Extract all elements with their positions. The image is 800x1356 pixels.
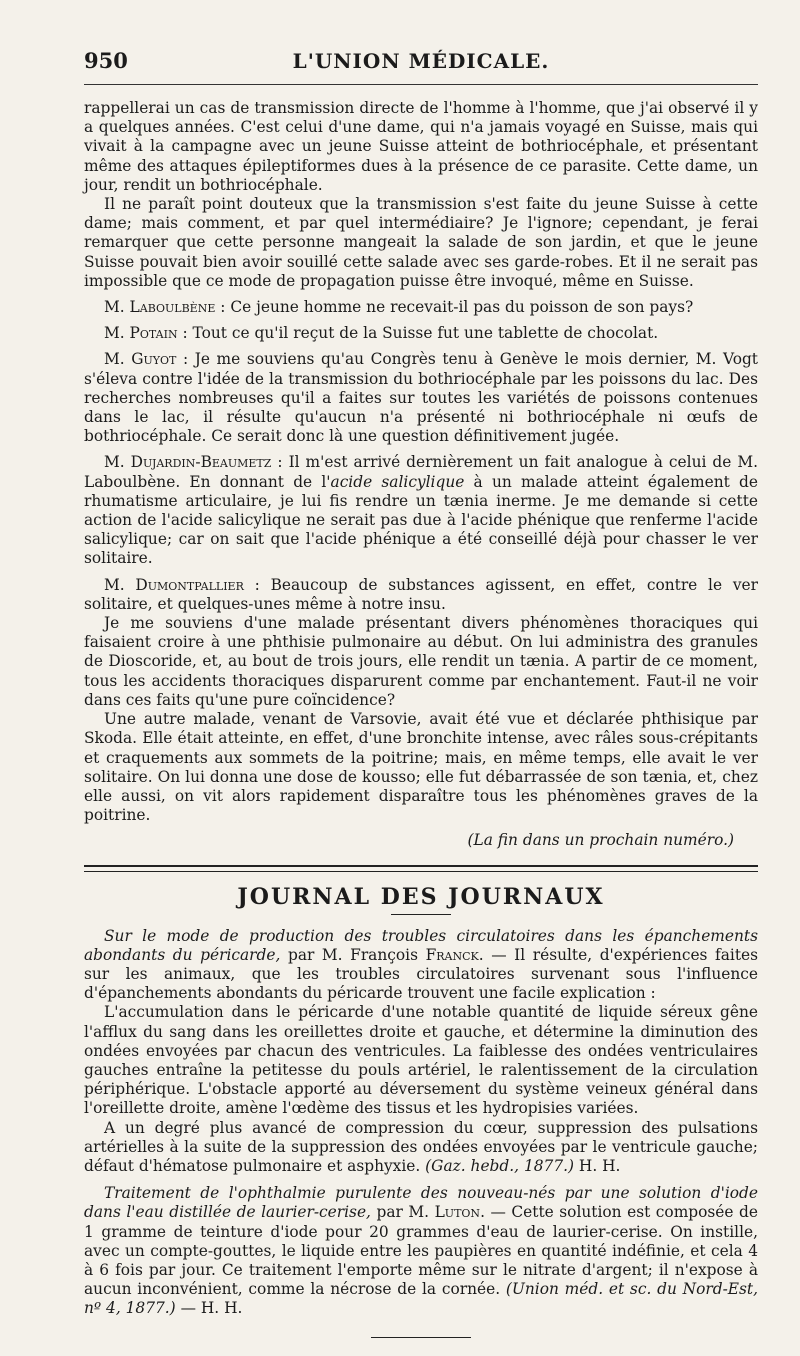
author-initials: H. H. <box>574 1156 621 1175</box>
end-rule <box>371 1337 471 1338</box>
remark-italic: acide salicylique <box>330 472 465 491</box>
page-number: 950 <box>84 48 128 73</box>
continuation-note: (La fin dans un prochain numéro.) <box>467 831 734 850</box>
remark-text: : Ce jeune homme ne recevait-il pas du poisson de son pays? <box>215 298 694 317</box>
paragraph-text: A un degré plus avancé de compression du cœur, suppression des pulsations artérielles à la suite de la suppression des ondées envoyées par le ventricule gauche; défaut d'hématose pulmonaire et asphyxie. <box>84 1118 758 1175</box>
article-abstract <box>84 927 758 1004</box>
remark-text: à un malade atteint également de rhumatisme articulaire, je lui fis rendre un tænia inerme. Je me demande si cette action de l'acide salicylique ne serait pas due à l'acide phénique que renferme l'acide salicylique; car on sait que l'acide phénique a été conseillé déjà pour chasser le ver solitaire. <box>84 472 758 568</box>
article-byline: par M. François <box>280 945 426 964</box>
remark-text: : Je me souviens qu'au Congrès tenu à Genève le mois dernier, M. Vogt s'éleva contre l'idée de la transmission du bothriocéphale par les poissons du lac. Des recherches nombreuses qu'il a faites sur toutes les variétés de poissons contenues dans le lac, il résulte qu'aucun n'a présenté ni bothriocéphale ni œufs de bothriocéphale. Ce serait donc là une question définitivement jugée. <box>84 350 758 446</box>
article-abstract <box>84 1184 758 1318</box>
article-text: . — Il résulte, d'expériences faites sur les animaux, que les troubles circulatoires survenant sous l'influence d'épanchements abondants du péricarde trouvent une facile explication : <box>84 945 759 1003</box>
paragraph: L'accumulation dans le péricarde d'une notable quantité de liquide séreux gêne l'afflux du sang dans les oreillettes droite et gauche, et détermine la diminution des ondées envoyées par chacun des ventricules. La faiblesse des ondées ventriculaires gauches entraîne la petitesse du pouls artériel, le ralentissement de la circulation périphérique. L'obstacle apporté au déversement du système veineux général dans l'oreillette droite, amène l'œdème des tissus et les hydropisies variées. <box>84 1003 758 1118</box>
speaker-name: M. Dujardin-Beaumetz <box>104 453 272 472</box>
speaker-name: M. Guyot <box>104 350 177 369</box>
paragraph: Il ne paraît point douteux que la transmission s'est faite du jeune Suisse à cette dame; mais comment, et par quel intermédiaire? Je l'ignore; cependant, je ferai remarquer que cette personne mangeait la salade de son jardin, et que le jeune Suisse pouvait bien avoir souillé cette salade avec ses garde-robes. Et il ne serait pas impossible que ce mode de propagation puisse être invoqué, même en Suisse. <box>84 195 758 290</box>
speaker-remark <box>84 453 758 568</box>
article-title: Traitement de l'ophthalmie purulente des nouveau-nés par une solution d'iode dans l'eau distillée de laurier-cerise, <box>84 1184 758 1222</box>
speaker-remark <box>84 350 758 446</box>
speaker-name: M. Laboulbène <box>104 298 216 317</box>
speaker-name: M. Dumontpallier <box>104 575 244 594</box>
journal-section <box>84 927 758 1319</box>
title-underline <box>391 914 451 915</box>
article-byline: par M. <box>370 1203 435 1222</box>
remark-text: : Il m'est arrivé dernièrement un fait analogue à celui de M. Laboulbène. En donnant de l' <box>84 453 758 491</box>
paragraph: Je me souviens d'une malade présentant divers phénomènes thoraciques qui faisaient croire à une phthisie pulmonaire au début. On lui administra des granules de Dioscoride, et, au bout de trois jours, elle rendit un tænia. A partir de ce moment, tous les accidents thoraciques disparurent comme par enchantement. Faut-il ne voir dans ces faits qu'une pure coïncidence? <box>84 614 758 709</box>
author-initials: — H. H. <box>175 1299 243 1318</box>
source-citation: (Union méd. et sc. du Nord-Est, nº 4, 1877.) <box>84 1280 758 1318</box>
article-title: Sur le mode de production des troubles circulatoires dans les épanchements abondants du péricarde, <box>84 926 758 964</box>
source-citation: (Gaz. hebd., 1877.) <box>420 1156 575 1175</box>
running-title: L'UNION MÉDICALE. <box>292 49 550 73</box>
paragraph: rappellerai un cas de transmission directe de l'homme à l'homme, que j'ai observé il y a quelques années. C'est celui d'une dame, qui n'a jamais voyagé en Suisse, mais qui vivait à la campagne avec un jeune Suisse atteint de bothriocéphale, et présentant même des attaques épileptiformes dues à la présence de ce parasite. Cette dame, un jour, rendit un bothriocéphale. <box>84 99 758 194</box>
section-divider <box>84 865 758 872</box>
speaker-remark <box>84 324 758 343</box>
speaker-remark <box>84 576 758 614</box>
remark-text: : Tout ce qu'il reçut de la Suisse fut une tablette de chocolat. <box>177 324 659 343</box>
article-author: Luton <box>434 1203 481 1222</box>
discussion-section <box>84 99 758 851</box>
speaker-remark <box>84 298 758 317</box>
article-text: . — Cette solution est composée de 1 gramme de teinture d'iode pour 20 grammes d'eau de laurier-cerise. On instille, avec un compte-gouttes, le liquide entre les paupières en quantité indéfinie, et cela 4 à 6 fois par jour. Ce traitement l'emporte même sur le nitrate d'argent; il n'expose à aucun inconvénient, comme la nécrose de la cornée. <box>84 1203 759 1299</box>
page-header <box>84 48 758 85</box>
paragraph: Une autre malade, venant de Varsovie, avait été vue et déclarée phthisique par Skoda. Elle était atteinte, en effet, d'une bronchite intense, avec râles sous-crépitants et craquements aux sommets de la poitrine; mais, en même temps, elle avait le ver solitaire. On lui donna une dose de kousso; elle fut débarrassée de son tænia, et, chez elle aussi, on vit alors rapidement disparaître tous les phénomènes graves de la poitrine. <box>84 710 758 825</box>
article-author: Franck <box>425 945 479 964</box>
speaker-name: M. Potain <box>104 324 178 343</box>
paragraph <box>84 1119 758 1177</box>
remark-text: : Beaucoup de substances agissent, en effet, contre le ver solitaire, et quelques-unes même à notre insu. <box>84 575 758 613</box>
section-title: JOURNAL DES JOURNAUX <box>237 883 605 910</box>
